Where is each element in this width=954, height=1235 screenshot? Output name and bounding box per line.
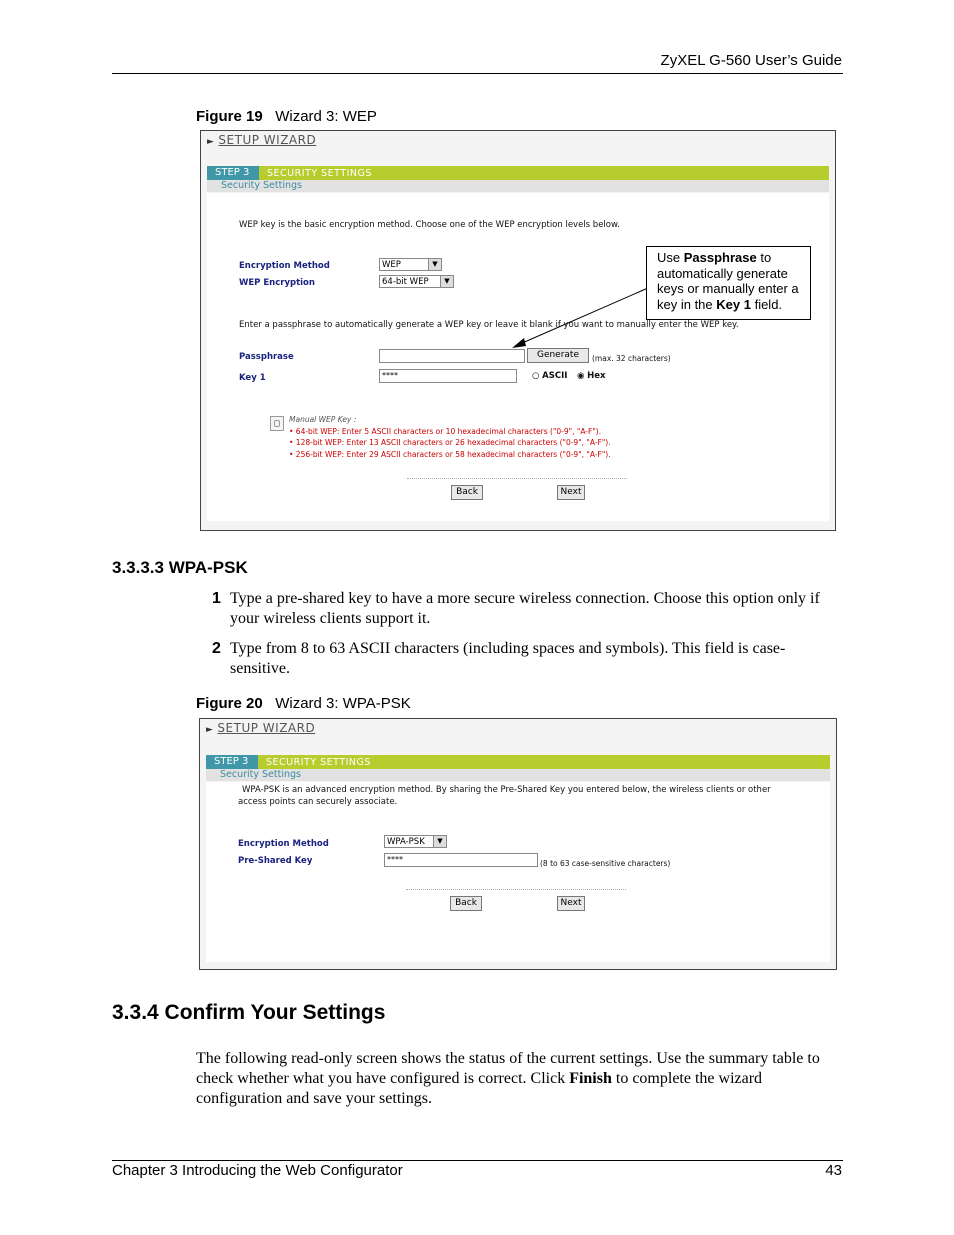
step-number: 1 <box>212 590 221 607</box>
dotted-divider <box>407 478 627 479</box>
wep-encryption-label: WEP Encryption <box>239 278 315 288</box>
ascii-radio[interactable]: ○ ASCII <box>532 371 568 381</box>
note-line: • 256-bit WEP: Enter 29 ASCII characters or 58 hexadecimal characters ("0-9", "A-F"). <box>289 449 611 459</box>
wizard-title: ► SETUP WIZARD <box>207 133 317 147</box>
wpa-panel <box>206 782 830 962</box>
step-text: Type from 8 to 63 ASCII characters (including spaces and symbols). This field is case-sensitive. <box>230 640 786 677</box>
section-heading-confirm: 3.3.4 Confirm Your Settings <box>112 1001 386 1024</box>
confirm-paragraph: The following read-only screen shows the status of the current settings. Use the summary table to check whether what you have configured is correct. Click Finish to complete the wizard configuration and save your settings. <box>196 1050 820 1107</box>
note-line: • 128-bit WEP: Enter 13 ASCII characters or 26 hexadecimal characters ("0-9", "A-F"). <box>289 438 611 447</box>
note-line: • 64-bit WEP: Enter 5 ASCII characters or 10 hexadecimal characters ("0-9", "A-F"). <box>289 426 602 436</box>
pre-shared-key-input[interactable]: **** <box>384 853 538 867</box>
wpa-intro-line2: access points can securely associate. <box>238 797 398 807</box>
manual-wep-note: Manual WEP Key : • 64-bit WEP: Enter 5 ASCII characters or 10 hexadecimal characters ("0-9", "A-F"). • 128-bit WEP: Enter 13 ASCII characters or 26 hexadecimal characters ("0-9", "A-F"). • 256-bit WEP: Enter 29 ASCII characters or 58 hexadecimal characters ("0-9", "A-F"). <box>289 415 611 459</box>
wizard-title: ► SETUP WIZARD <box>206 721 316 735</box>
back-button[interactable]: Back <box>450 896 482 911</box>
pre-shared-key-label: Pre-Shared Key <box>238 856 313 866</box>
passphrase-callout: Use Passphrase to automatically generate keys or manually enter a key in the Key 1 field. <box>646 246 811 320</box>
step-title: SECURITY SETTINGS <box>266 757 371 768</box>
step-label: STEP 3 <box>206 755 258 769</box>
encryption-method-select[interactable]: WPA-PSK ▼ <box>384 835 447 848</box>
figure-20-caption: Figure 20 Wizard 3: WPA-PSK <box>196 695 411 712</box>
encryption-method-label: Encryption Method <box>239 261 330 271</box>
footer-rule <box>112 1160 843 1161</box>
page-number: 43 <box>825 1162 842 1179</box>
wpa-intro-line1: WPA-PSK is an advanced encryption method. By sharing the Pre-Shared Key you entered below, the wireless clients or other <box>242 785 771 795</box>
callout-arrow <box>0 0 954 400</box>
radio-empty-icon: ○ <box>532 371 540 381</box>
dotted-divider <box>406 889 626 890</box>
next-button[interactable]: Next <box>557 896 585 911</box>
key1-input[interactable]: **** <box>379 369 517 383</box>
section-heading-wpa-psk: 3.3.3.3 WPA-PSK <box>112 558 248 577</box>
encryption-method-label: Encryption Method <box>238 839 329 849</box>
wpa-psk-wizard-screenshot <box>199 718 837 970</box>
back-button[interactable]: Back <box>451 485 483 500</box>
key1-label: Key 1 <box>239 373 266 383</box>
figure-19-caption: Figure 19 Wizard 3: WEP <box>196 108 377 125</box>
generate-button[interactable]: Generate <box>527 348 589 363</box>
passphrase-hint: (max. 32 characters) <box>592 354 671 363</box>
chevron-down-icon: ▼ <box>433 836 446 847</box>
encryption-method-select[interactable]: WEP ▼ <box>379 258 442 271</box>
psk-hint: (8 to 63 case-sensitive characters) <box>540 859 671 868</box>
sub-bar: Security Settings <box>207 180 829 192</box>
passphrase-label: Passphrase <box>239 352 294 362</box>
chevron-down-icon: ▼ <box>428 259 441 270</box>
hex-radio[interactable]: ◉ Hex <box>577 371 606 381</box>
step-title: SECURITY SETTINGS <box>267 168 372 179</box>
note-icon <box>270 416 284 431</box>
radio-selected-icon: ◉ <box>577 371 585 381</box>
step-number: 2 <box>212 640 221 657</box>
arrow-icon: ► <box>207 137 215 147</box>
step-bar <box>206 755 830 769</box>
wep-encryption-select[interactable]: 64-bit WEP ▼ <box>379 275 454 288</box>
wep-intro: WEP key is the basic encryption method. Choose one of the WEP encryption levels below. <box>239 220 620 230</box>
arrow-icon: ► <box>206 725 214 735</box>
running-header: ZyXEL G-560 User’s Guide <box>660 52 842 69</box>
step-label: STEP 3 <box>207 166 259 180</box>
sub-bar: Security Settings <box>206 769 830 781</box>
step-text: Type a pre-shared key to have a more secure wireless connection. Choose this option only if your wireless clients support it. <box>230 590 820 627</box>
chevron-down-icon: ▼ <box>440 276 453 287</box>
next-button[interactable]: Next <box>557 485 585 500</box>
passphrase-intro: Enter a passphrase to automatically generate a WEP key or leave it blank if you want to manually enter the WEP key. <box>239 320 739 330</box>
footer-chapter: Chapter 3 Introducing the Web Configurator <box>112 1162 403 1179</box>
